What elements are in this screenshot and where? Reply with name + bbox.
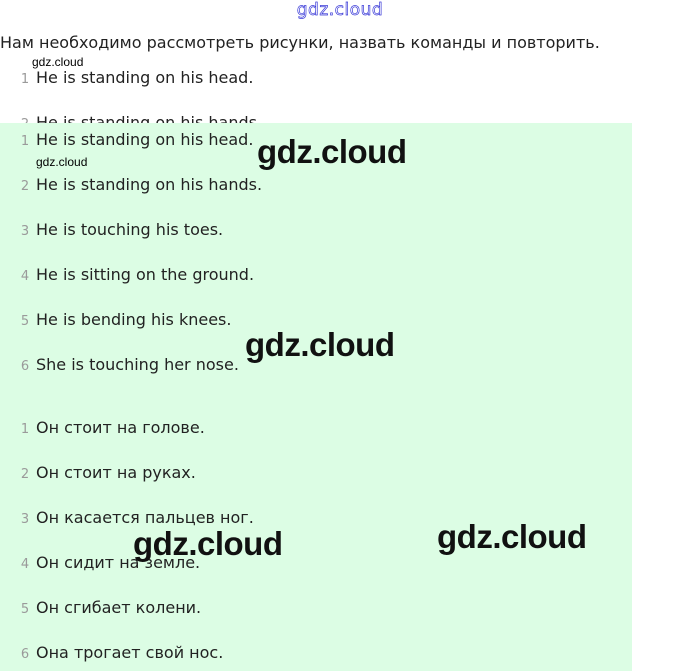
list-item bbox=[0, 220, 223, 244]
item-number: 5 bbox=[20, 314, 30, 329]
item-text: Он сидит на земле. bbox=[36, 553, 201, 572]
list-item bbox=[0, 418, 205, 442]
list-item bbox=[0, 130, 253, 154]
item-text: He is standing on his hands. bbox=[36, 175, 263, 194]
item-number: 5 bbox=[20, 602, 30, 617]
list-item bbox=[0, 463, 196, 487]
item-text: He is standing on his head. bbox=[36, 68, 254, 87]
item-number: 4 bbox=[20, 269, 30, 284]
watermark-small-2: gdz.cloud bbox=[36, 155, 88, 169]
top-watermark: gdz.cloud bbox=[296, 0, 384, 20]
list-item bbox=[0, 68, 253, 92]
watermark-large-2: gdz.cloud bbox=[245, 326, 395, 363]
item-text: Он стоит на руках. bbox=[36, 463, 196, 482]
item-number: 3 bbox=[20, 512, 30, 527]
list-item bbox=[0, 355, 239, 379]
watermark-small-1: gdz.cloud bbox=[32, 55, 84, 69]
list-item bbox=[0, 310, 231, 334]
watermark-large-3: gdz.cloud bbox=[437, 518, 587, 555]
item-text: He is bending his knees. bbox=[36, 310, 232, 329]
item-text: He is sitting on the ground. bbox=[36, 265, 255, 284]
list-item bbox=[0, 265, 254, 289]
item-text: She is touching her nose. bbox=[36, 355, 239, 374]
list-item bbox=[0, 643, 223, 667]
list-item bbox=[0, 598, 201, 622]
item-number: 1 bbox=[20, 422, 30, 437]
item-text: Она трогает свой нос. bbox=[36, 643, 224, 662]
item-number: 4 bbox=[20, 557, 30, 572]
item-text: Он касается пальцев ног. bbox=[36, 508, 254, 527]
watermark-large-1: gdz.cloud bbox=[257, 133, 407, 170]
item-text: He is standing on his head. bbox=[36, 130, 254, 149]
item-number: 2 bbox=[20, 467, 30, 482]
item-number: 6 bbox=[20, 647, 30, 662]
answer-panel bbox=[0, 123, 632, 671]
item-number: 3 bbox=[20, 224, 30, 239]
item-number: 2 bbox=[20, 179, 30, 194]
item-text: Он сгибает колени. bbox=[36, 598, 202, 617]
item-text: Он стоит на голове. bbox=[36, 418, 205, 437]
item-number: 1 bbox=[20, 72, 30, 87]
intro-text: Нам необходимо рассмотреть рисунки, назвать команды и повторить. bbox=[0, 33, 600, 52]
item-number: 1 bbox=[20, 134, 30, 149]
list-item bbox=[0, 175, 262, 199]
watermark-large-4: gdz.cloud bbox=[133, 525, 283, 562]
item-number: 6 bbox=[20, 359, 30, 374]
item-text: He is touching his toes. bbox=[36, 220, 224, 239]
